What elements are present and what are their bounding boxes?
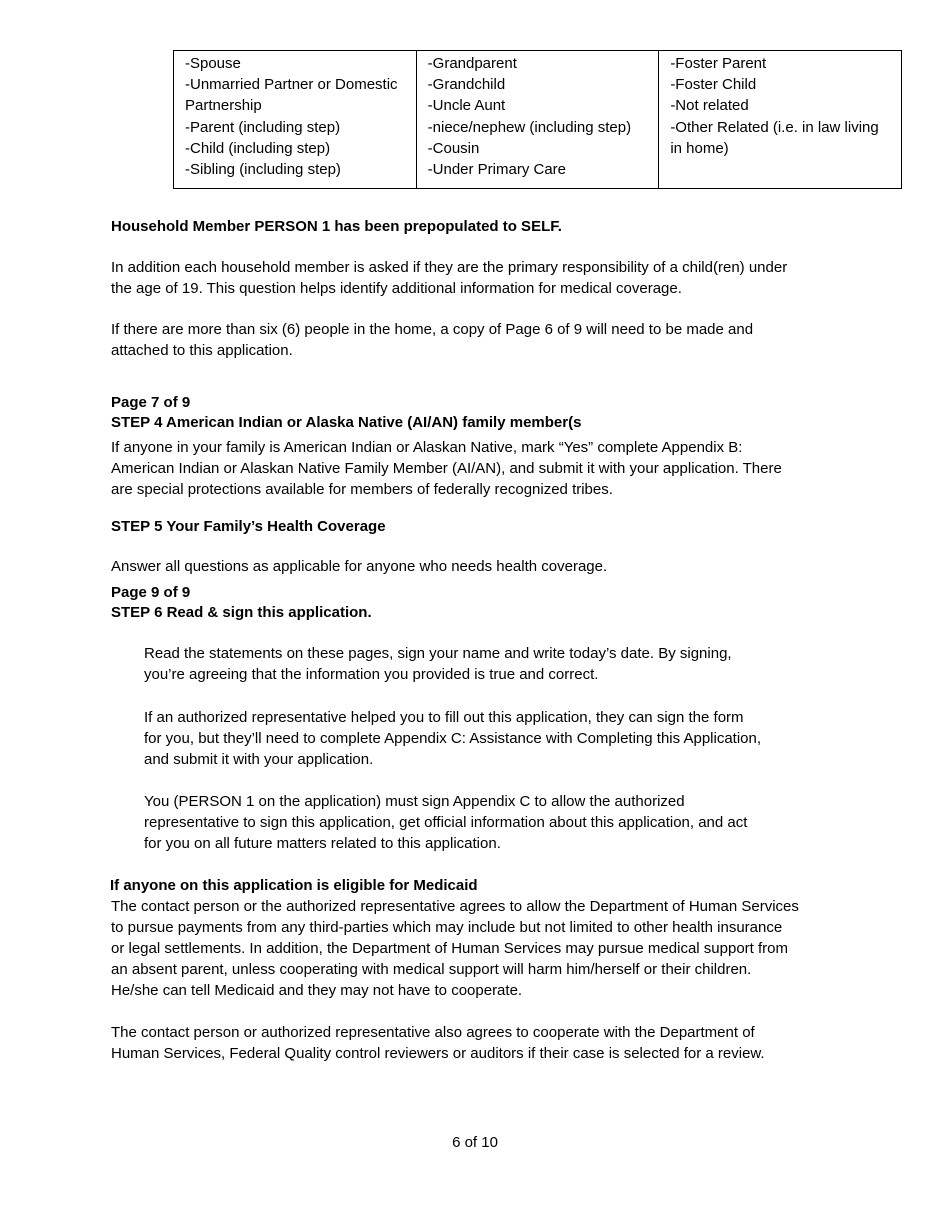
text-line: or legal settlements. In addition, the Department of Human Services may pursue medical support from (111, 940, 788, 957)
text-line: for you on all future matters related to this application. (144, 835, 501, 852)
text-line: If there are more than six (6) people in the home, a copy of Page 6 of 9 will need to be made and (111, 321, 754, 338)
step4-title: STEP 4 American Indian or Alaska Native (AI/AN) family member(s (111, 414, 582, 431)
relationship-table (173, 50, 902, 189)
text-line: He/she can tell Medicaid and they may not have to cooperate. (111, 982, 523, 999)
step4-page-label: Page 7 of 9 (111, 394, 191, 411)
text-line: an absent parent, unless cooperating with medical support will harm him/herself or their children. (111, 961, 752, 978)
table-cell-line: -Foster Parent (670, 55, 767, 72)
table-row (174, 51, 902, 189)
text-line: Read the statements on these pages, sign your name and write today’s date. By signing, (144, 645, 732, 662)
household-paragraph-2 (111, 319, 851, 361)
text-line: you’re agreeing that the information you provided is true and correct. (144, 666, 599, 683)
page-number: 6 of 10 (452, 1134, 498, 1151)
text-line: American Indian or Alaskan Native Family Member (AI/AN), and submit it with your application. There (111, 460, 782, 477)
relationship-column-3 (659, 51, 902, 189)
table-cell-line: -Cousin (427, 139, 480, 157)
step6-paragraph-1 (144, 643, 844, 685)
table-cell-line: -Child (including step) (185, 139, 331, 157)
text-line: representative to sign this application, get official information about this application, and act (144, 814, 748, 831)
text-line: and submit it with your application. (144, 751, 374, 768)
step6-paragraph-3 (144, 791, 844, 854)
relationship-column-1 (174, 51, 417, 189)
table-cell-line: -niece/nephew (including step) (427, 118, 632, 136)
table-cell-line: -Unmarried Partner or Domestic (185, 76, 398, 94)
table-cell-line: -Grandchild (427, 76, 506, 94)
text-line: the age of 19. This question helps identify additional information for medical coverage. (111, 280, 682, 297)
table-cell-line: -Sibling (including step) (185, 161, 341, 179)
table-cell-line: -Parent (including step) (185, 118, 341, 136)
step6-paragraph-2 (144, 707, 844, 770)
text-line: are special protections available for members of federally recognized tribes. (111, 481, 613, 498)
text-line: The contact person or authorized representative also agrees to cooperate with the Department of (111, 1024, 755, 1041)
household-paragraph-1 (111, 257, 851, 299)
text-line: If anyone in your family is American Indian or Alaskan Native, mark “Yes” complete Appendix B: (111, 439, 743, 456)
step4-body (111, 437, 851, 500)
text-line: You (PERSON 1 on the application) must sign Appendix C to allow the authorized (144, 793, 685, 810)
medicaid-paragraph-1 (111, 896, 871, 1001)
text-line: for you, but they’ll need to complete Appendix C: Assistance with Completing this Application, (144, 730, 762, 747)
text-line: Human Services, Federal Quality control reviewers or auditors if their case is selected for a review. (111, 1045, 765, 1062)
text-line: to pursue payments from any third-parties which may include but not limited to other health insurance (111, 919, 783, 936)
table-cell-line: -Foster Child (670, 76, 757, 94)
medicaid-heading: If anyone on this application is eligible for Medicaid (110, 877, 478, 894)
table-cell-line: in home) (670, 139, 729, 157)
step6-title: STEP 6 Read & sign this application. (111, 604, 372, 621)
step6-page-label: Page 9 of 9 (111, 584, 191, 601)
medicaid-paragraph-2 (111, 1022, 871, 1064)
step5-body: Answer all questions as applicable for anyone who needs health coverage. (111, 558, 608, 575)
table-cell-line: -Spouse (185, 55, 241, 72)
step5-title: STEP 5 Your Family’s Health Coverage (111, 518, 386, 535)
text-line: attached to this application. (111, 342, 293, 359)
table-cell-line: -Not related (670, 97, 749, 115)
relationship-column-2 (416, 51, 659, 189)
table-cell-line: Partnership (185, 97, 262, 115)
table-cell-line: -Grandparent (427, 55, 517, 72)
table-cell-line: -Uncle Aunt (427, 97, 506, 115)
table-cell-line: -Other Related (i.e. in law living (670, 118, 879, 136)
household-heading: Household Member PERSON 1 has been prepopulated to SELF. (111, 218, 562, 235)
table-cell-line: -Under Primary Care (427, 161, 567, 179)
text-line: If an authorized representative helped you to fill out this application, they can sign the form (144, 709, 744, 726)
text-line: In addition each household member is asked if they are the primary responsibility of a child(ren) under (111, 259, 788, 276)
text-line: The contact person or the authorized representative agrees to allow the Department of Human Services (111, 898, 799, 915)
